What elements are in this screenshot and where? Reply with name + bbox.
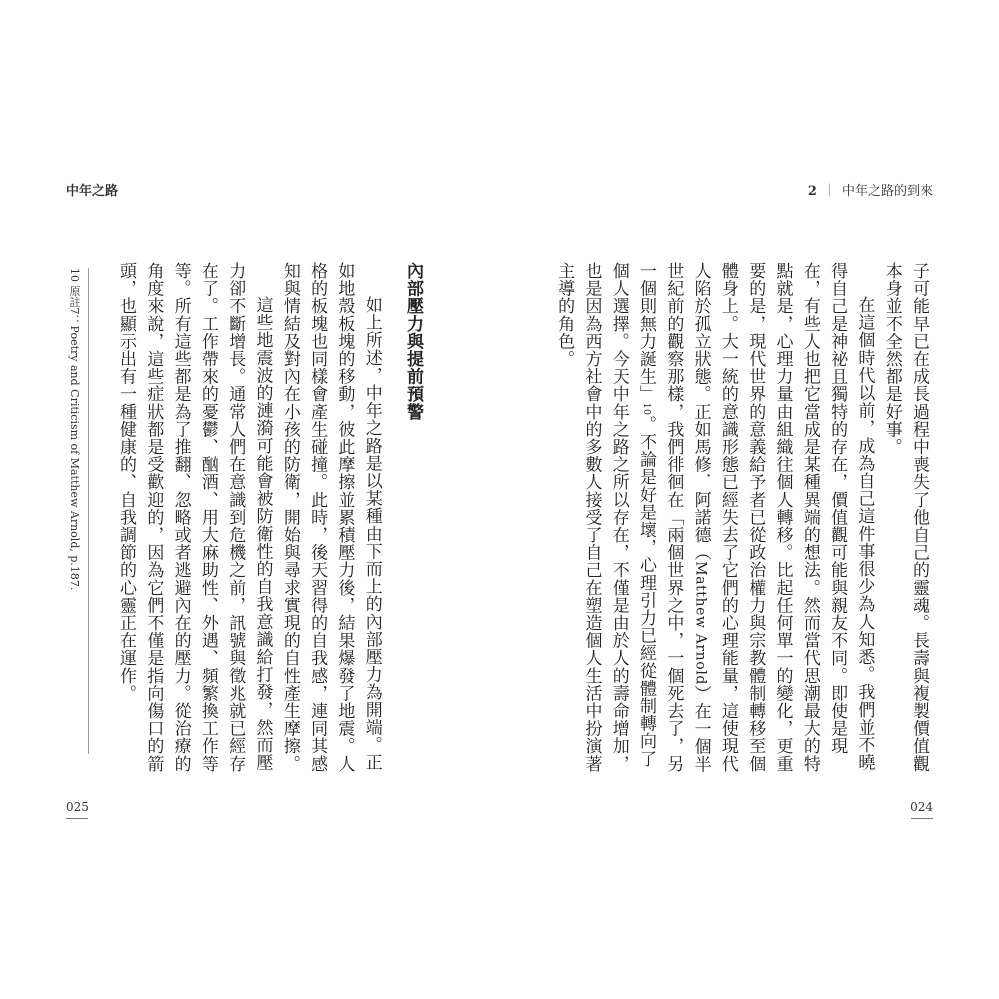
folio-rule-right [911,818,933,819]
running-head-separator: ｜ [822,184,836,199]
running-head-right [808,180,933,199]
page-number-left: 025 [66,800,89,814]
section-heading: 內部壓力與提前預警 [403,262,423,421]
running-head-left: 中年之路 [66,184,119,199]
footnote: 10 原註7：Poetry and Criticism of Matthew Arnold, p.187. [68,268,81,591]
right-paragraph-1: 子可能早已在成長過程中喪失了他自己的靈魂。長壽與複製價值觀本身並不全然都是好事。 [881,262,929,773]
latin-name: Matthew Arnold [692,561,709,685]
folio-rule-left [66,818,88,819]
left-paragraph-2: 這些地震波的漣漪可能會被防衛性的自我意識給打發，然而壓力卻不斷增長。通常人們在意識到危機之前，訊號與徵兆就已經存在了。工作帶來的憂鬱、酗酒、用大麻助性、外遇、頻繁換工作等等。所有這些都是為了推翻、忽略或者逃避內在的壓力。從治療的角度來說，這些症狀都是受歡迎的，因為它們不僅是指向傷口的箭頭，也顯示出有一種健康的、自我調節的心靈正在運作。 [116,262,273,773]
paragraph-text-c: 。不論是好是壞，心理引力已經從體制轉向了個人選擇。今天中年之路之所以存在，不僅是由於人的壽命增加，也是因為西方社會中的多數人接受了自己在塑造個人生活中扮演著主導的角色。 [554,262,657,773]
page-number-right: 024 [910,800,933,814]
footnote-reference: 10 [641,402,652,416]
paragraph-text-b: ）在一個半世紀前的觀察那樣，我們徘徊在「兩個世界之中，一個死去了，另一個則無力誕生」 [636,262,711,773]
right-paragraph-2 [550,262,878,782]
left-paragraph-1: 如上所述，中年之路是以某種由下而上的內部壓力為開端。正如地殼板塊的移動，彼此摩擦並累積壓力後，結果爆發了地震。人格的板塊也同樣會產生碰撞。此時，後天習得的自我感，連同其感知與情結及對內在小孩的防衛，開始與尋求實現的自性產生摩擦。 [279,262,382,773]
footnote-divider [88,268,89,754]
right-page-body [554,262,932,782]
chapter-number: 2 [807,184,817,199]
paragraph-text-a: 在這個時代以前，成為自己這件事很少為人知悉。我們並不曉得自己是神祕且獨特的存在，價值觀可能與親友不同。即使是現在，有些人也把它當成是某種異端的想法。然而當代思潮最大的特點就是，心理力量由組織往個人轉移。比起任何單一的變化，更重要的是，現代世界的意義給予者已從政治權力與宗教體制轉移至個體身上。大一統的意識形態已經失去了它們的心理能量，這使現代人陷於孤立狀態。正如馬修．阿諾德（ [690,262,875,773]
left-page-body [116,262,426,782]
chapter-title: 中年之路的到來 [841,184,933,199]
